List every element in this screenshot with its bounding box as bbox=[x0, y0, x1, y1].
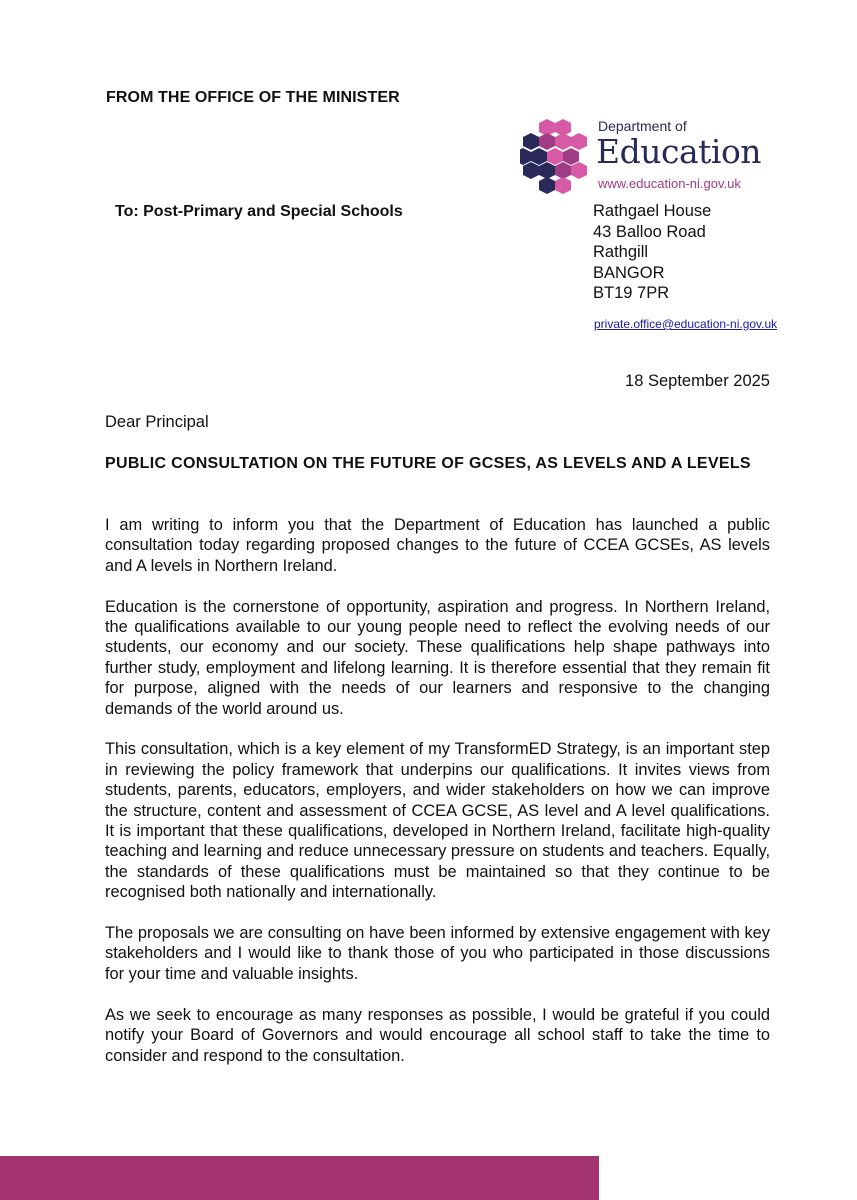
letter-body bbox=[105, 515, 770, 1086]
logo-website-url: www.education-ni.gov.uk bbox=[598, 176, 741, 191]
address-line: Rathgael House bbox=[593, 202, 712, 220]
footer-color-bar bbox=[0, 1156, 599, 1200]
body-paragraph: This consultation, which is a key element of my TransformED Strategy, is an important step in reviewing the policy framework that underpins our qualifications. It invites views from students, parents, educators, employers, and wider stakeholders on how we can improve the structure, content and assessment of CCEA GCSE, AS level and A level qualifications. It is important that these qualifications, developed in Northern Ireland, facilitate high-quality teaching and learning and reduce unnecessary pressure on students and teachers. Equally, the standards of these qualifications must be maintained so that they continue to be recognised both nationally and internationally. bbox=[105, 740, 770, 902]
address-line: BANGOR bbox=[593, 263, 665, 282]
address-line: BT19 7PR bbox=[593, 284, 670, 302]
subject-heading: PUBLIC CONSULTATION ON THE FUTURE OF GCSES, AS LEVELS AND A LEVELS bbox=[105, 455, 751, 472]
body-paragraph: The proposals we are consulting on have been informed by extensive engagement with key stakeholders and I would like to thank those of you who participated in those discussions for your time and valuable insights. bbox=[105, 924, 770, 983]
hexagon-cluster-icon bbox=[520, 118, 588, 194]
department-logo bbox=[520, 118, 780, 198]
logo-department-of: Department of bbox=[598, 118, 687, 134]
sender-address bbox=[593, 201, 711, 304]
email-link[interactable]: private.office@education-ni.gov.uk bbox=[594, 317, 778, 331]
body-paragraph: As we seek to encourage as many responses as possible, I would be grateful if you could notify your Board of Governors and would encourage all school staff to take the time to consider and respond to the consultation. bbox=[105, 1005, 770, 1065]
logo-education-wordmark: Education bbox=[596, 132, 762, 171]
address-line: Rathgill bbox=[593, 243, 649, 261]
from-office-heading: FROM THE OFFICE OF THE MINISTER bbox=[106, 89, 400, 106]
body-paragraph: I am writing to inform you that the Department of Education has launched a public consultation today regarding proposed changes to the future of CCEA GCSEs, AS levels and A levels in Northern Ireland. bbox=[105, 516, 770, 575]
address-line: 43 Balloo Road bbox=[593, 222, 706, 241]
body-paragraph: Education is the cornerstone of opportunity, aspiration and progress. In Northern Ireland, the qualifications available to our young people need to reflect the evolving needs of our students, our economy and our society. These qualifications help shape pathways into further study, employment and lifelong learning. It is therefore essential that they remain fit for purpose, aligned with the needs of our learners and responsive to the changing demands of the world around us. bbox=[105, 597, 770, 718]
salutation: Dear Principal bbox=[105, 413, 209, 431]
letter-date: 18 September 2025 bbox=[625, 372, 770, 390]
recipient-line: To: Post-Primary and Special Schools bbox=[115, 203, 403, 220]
